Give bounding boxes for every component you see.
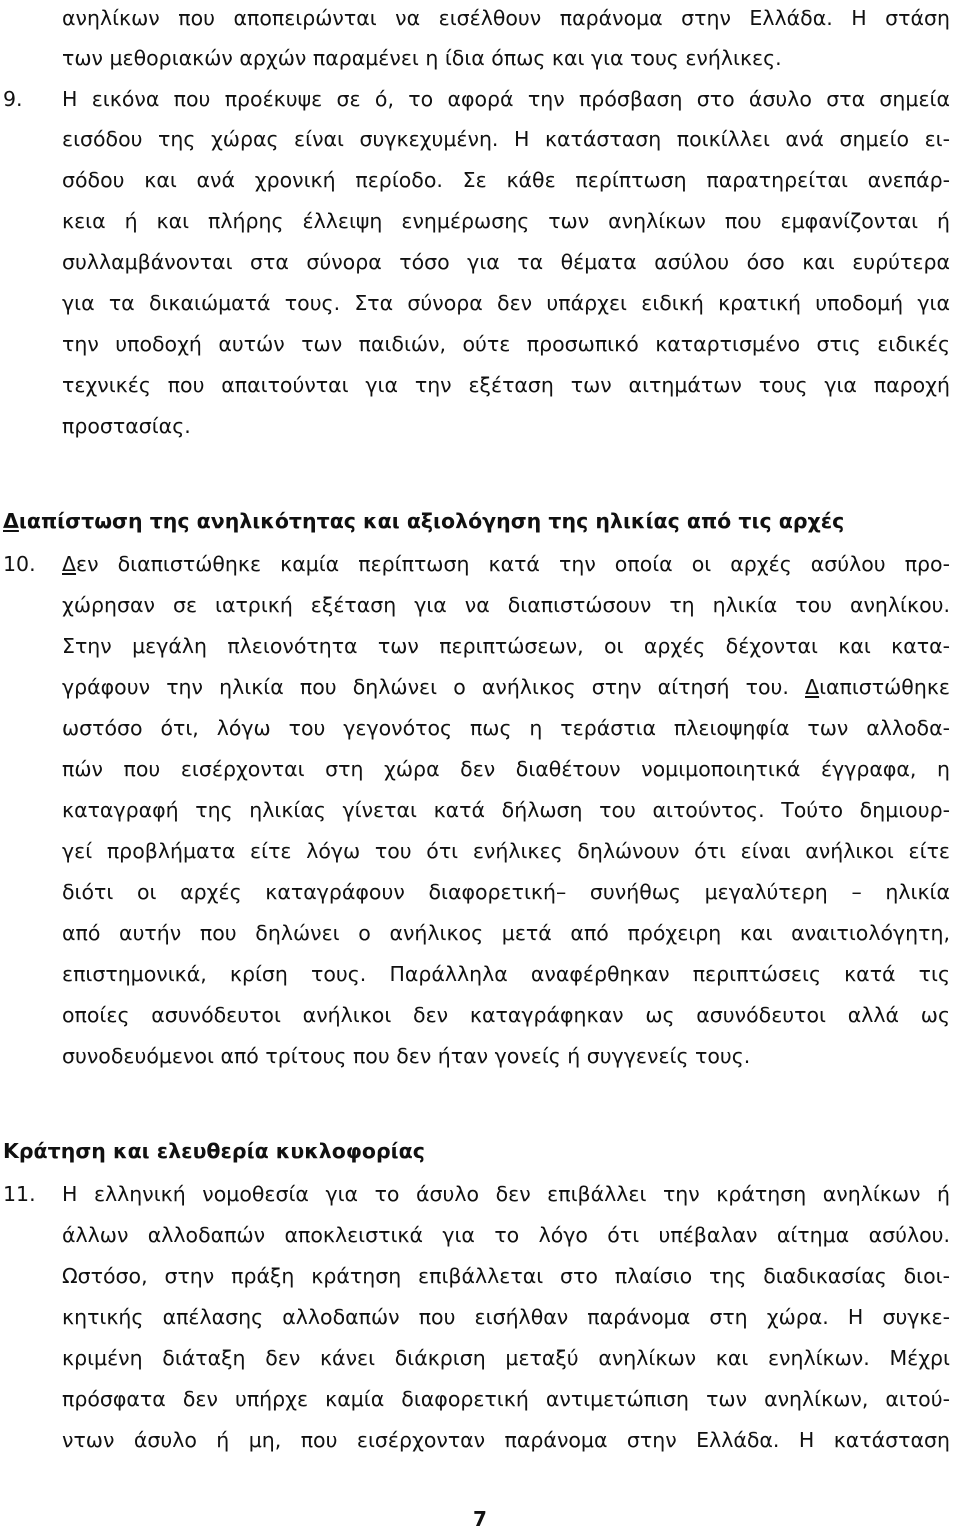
underlined-initial: Δ bbox=[805, 675, 820, 699]
text-line bbox=[62, 549, 950, 579]
text-line: κριμένη διάταξη δεν κάνει διάκριση μεταξύ ανηλίκων και ενηλίκων. Μέχρι bbox=[62, 1346, 950, 1370]
text-line: κεια ή και πλήρης έλλειψη ενημέρωσης των ανηλίκων που εμφανίζονται ή bbox=[62, 209, 950, 233]
paragraph-number: 9. bbox=[3, 87, 23, 111]
text-line: συλλαμβάνονται στα σύνορα τόσο για τα θέματα ασύλου όσο και ευρύτερα bbox=[62, 250, 950, 274]
text-line: γεί προβλήματα είτε λόγω του ότι ενήλικες δηλώνουν ότι είναι ανήλικοι είτε bbox=[62, 839, 950, 863]
text-span: ιαπιστώθηκε bbox=[819, 675, 950, 699]
text-line: από αυτήν που δηλώνει ο ανήλικος μετά από πρόχειρη και αναιτιολόγητη, bbox=[62, 921, 950, 945]
text-line: Ωστόσο, στην πράξη κράτηση επιβάλλεται στο πλαίσιο της διαδικασίας διοι- bbox=[62, 1264, 950, 1288]
text-line: διότι οι αρχές καταγράφουν διαφορετική– συνήθως μεγαλύτερη – ηλικία bbox=[62, 880, 950, 904]
text-line: ντων άσυλο ή μη, που εισέρχονταν παράνομα στην Ελλάδα. Η κατάσταση bbox=[62, 1428, 950, 1452]
text-line: για τα δικαιώματά τους. Στα σύνορα δεν υπάρχει ειδική κρατική υποδομή για bbox=[62, 291, 950, 315]
text-line: την υποδοχή αυτών των παιδιών, ούτε προσωπικό καταρτισμένο στις ειδικές bbox=[62, 332, 950, 356]
underlined-initial: Δ bbox=[62, 552, 77, 576]
text-line: ωστόσο ότι, λόγω του γεγονότος πως η τεράστια πλειοψηφία των αλλοδα- bbox=[62, 716, 950, 740]
page-number: 7 bbox=[473, 1507, 487, 1531]
text-line: χώρησαν σε ιατρική εξέταση για να διαπιστώσουν τη ηλικία του ανηλίκου. bbox=[62, 593, 950, 617]
text-line: προστασίας. bbox=[62, 414, 191, 438]
paragraph-number: 10. bbox=[3, 552, 36, 576]
text-line: ανηλίκων που αποπειρώνται να εισέλθουν παράνομα στην Ελλάδα. Η στάση bbox=[62, 6, 950, 30]
text-line: εισόδου της χώρας είναι συγκεχυμένη. Η κατάσταση ποικίλλει ανά σημείο ει- bbox=[62, 127, 950, 151]
text-line: Η ελληνική νομοθεσία για το άσυλο δεν επιβάλλει την κράτηση ανηλίκων ή bbox=[62, 1182, 950, 1206]
text-span: εν διαπιστώθηκε καμία περίπτωση κατά την οποία οι αρχές ασύλου προ- bbox=[76, 552, 950, 576]
text-line: σόδου και ανά χρονική περίοδο. Σε κάθε περίπτωση παρατηρείται ανεπάρ- bbox=[62, 168, 950, 192]
text-line: πών που εισέρχονται στη χώρα δεν διαθέτουν νομιμοποιητικά έγγραφα, η bbox=[62, 757, 950, 781]
text-line: τεχνικές που απαιτούνται για την εξέταση των αιτημάτων τους για παροχή bbox=[62, 373, 950, 397]
text-span: γράφουν την ηλικία που δηλώνει ο ανήλικος στην αίτησή του. bbox=[62, 675, 806, 699]
heading-initial: Δ bbox=[3, 509, 19, 533]
text-line: των μεθοριακών αρχών παραμένει η ίδια όπως και για τους ενήλικες. bbox=[62, 46, 782, 70]
text-line: Η εικόνα που προέκυψε σε ό, το αφορά την πρόσβαση στο άσυλο στα σημεία bbox=[62, 87, 950, 111]
heading-text: ιαπίστωση της ανηλικότητας και αξιολόγηση της ηλικίας από τις αρχές bbox=[18, 509, 845, 533]
text-line: καταγραφή της ηλικίας γίνεται κατά δήλωση του αιτούντος. Τούτο δημιουρ- bbox=[62, 798, 950, 822]
text-line: πρόσφατα δεν υπήρχε καμία διαφορετική αντιμετώπιση των ανηλίκων, αιτού- bbox=[62, 1387, 950, 1411]
section-heading: Κράτηση και ελευθερία κυκλοφορίας bbox=[3, 1139, 425, 1163]
paragraph-number: 11. bbox=[3, 1182, 36, 1206]
text-line: Στην μεγάλη πλειονότητα των περιπτώσεων, οι αρχές δέχονται και κατα- bbox=[62, 634, 950, 658]
text-line: συνοδευόμενοι από τρίτους που δεν ήταν γονείς ή συγγενείς τους. bbox=[62, 1044, 751, 1068]
section-heading bbox=[3, 506, 844, 536]
text-line bbox=[62, 672, 950, 702]
text-line: κητικής απέλασης αλλοδαπών που εισήλθαν παράνομα στη χώρα. Η συγκε- bbox=[62, 1305, 950, 1329]
text-line: άλλων αλλοδαπών αποκλειστικά για το λόγο ότι υπέβαλαν αίτημα ασύλου. bbox=[62, 1223, 950, 1247]
text-line: επιστημονικά, κρίση τους. Παράλληλα αναφέρθηκαν περιπτώσεις κατά τις bbox=[62, 962, 950, 986]
text-line: οποίες ασυνόδευτοι ανήλικοι δεν καταγράφηκαν ως ασυνόδευτοι αλλά ως bbox=[62, 1003, 950, 1027]
